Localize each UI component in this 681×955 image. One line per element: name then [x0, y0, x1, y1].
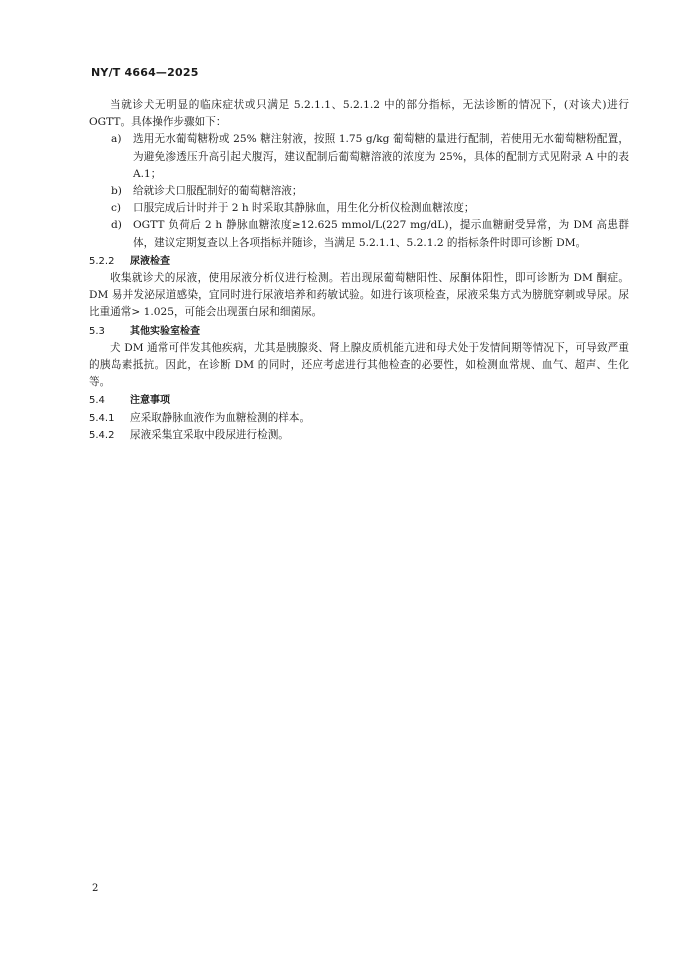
clause-text: 应采取静脉血液作为血糖检测的样本。 — [130, 411, 311, 424]
step-text: 给就诊犬口服配制好的葡萄糖溶液； — [133, 185, 303, 198]
section-title: 其他实验室检查 — [130, 325, 200, 337]
step-label: d) — [111, 219, 122, 232]
step-label: c) — [111, 202, 122, 215]
clause-5-4-1 — [89, 410, 629, 427]
section-heading-5-2-2 — [89, 253, 629, 270]
main-content — [89, 97, 629, 444]
other-lab-tests-paragraph: 犬 DM 通常可伴发其他疾病，尤其是胰腺炎、肾上腺皮质机能亢进和母犬处于发情间期等情况下，可导致严重的胰岛素抵抗。因此，在诊断 DM 的同时，还应考虑进行其他检查的必要性，如检测血常规、血气、超声、生化等。 — [89, 341, 629, 389]
standard-code: NY/T 4664—2025 — [91, 66, 199, 79]
step-text: 口服完成后计时并于 2 h 时采取其静脉血，用生化分析仪检测血糖浓度； — [133, 202, 475, 215]
section-title: 注意事项 — [130, 395, 170, 407]
section-number: 5.2.2 — [89, 255, 115, 267]
step-text: 选用无水葡萄糖粉或 25% 糖注射液，按照 1.75 g/kg 葡萄糖的量进行配制，若使用无水葡萄糖粉配置，为避免渗透压升高引起犬腹泻，建议配制后葡萄糖溶液的浓度为 25%，具体的配制方式见附录 A 中的表 A.1； — [133, 133, 629, 180]
clause-number: 5.4.1 — [89, 412, 115, 424]
ogtt-intro-paragraph: 当就诊犬无明显的临床症状或只满足 5.2.1.1、5.2.1.2 中的部分指标，无法诊断的情况下，(对该犬)进行 OGTT。具体操作步骤如下： — [89, 99, 629, 129]
list-item — [89, 183, 629, 200]
ogtt-step-list — [89, 131, 629, 251]
clause-text: 尿液采集宜采取中段尿进行检测。 — [130, 428, 289, 441]
urine-test-paragraph: 收集就诊犬的尿液，使用尿液分析仪进行检测。若出现尿葡萄糖阳性、尿酮体阳性，即可诊断为 DM 酮症。DM 易并发泌尿道感染，宜同时进行尿液培养和药敏试验。如进行该项检查，尿液采集方式为膀胱穿刺或导尿。尿比重通常> 1.025，可能会出现蛋白尿和细菌尿。 — [89, 272, 629, 319]
section-number: 5.3 — [89, 325, 105, 337]
step-label: b) — [111, 185, 122, 198]
section-heading-5-4 — [89, 392, 629, 409]
section-number: 5.4 — [89, 395, 105, 407]
list-item — [89, 217, 629, 251]
clause-5-4-2 — [89, 427, 629, 444]
section-heading-5-3 — [89, 323, 629, 340]
step-text: OGTT 负荷后 2 h 静脉血糖浓度≥12.625 mmol/L(227 mg/dL)，提示血糖耐受异常，为 DM 高患群体，建议定期复查以上各项指标并随诊，当满足 5.2.1.1、5.2.1.2 的指标条件时即可诊断 DM。 — [133, 219, 629, 249]
page-number: 2 — [92, 883, 99, 894]
section-title: 尿液检查 — [130, 255, 170, 267]
list-item — [89, 200, 629, 217]
list-item — [89, 131, 629, 183]
clause-number: 5.4.2 — [89, 429, 115, 441]
step-label: a) — [111, 133, 122, 146]
